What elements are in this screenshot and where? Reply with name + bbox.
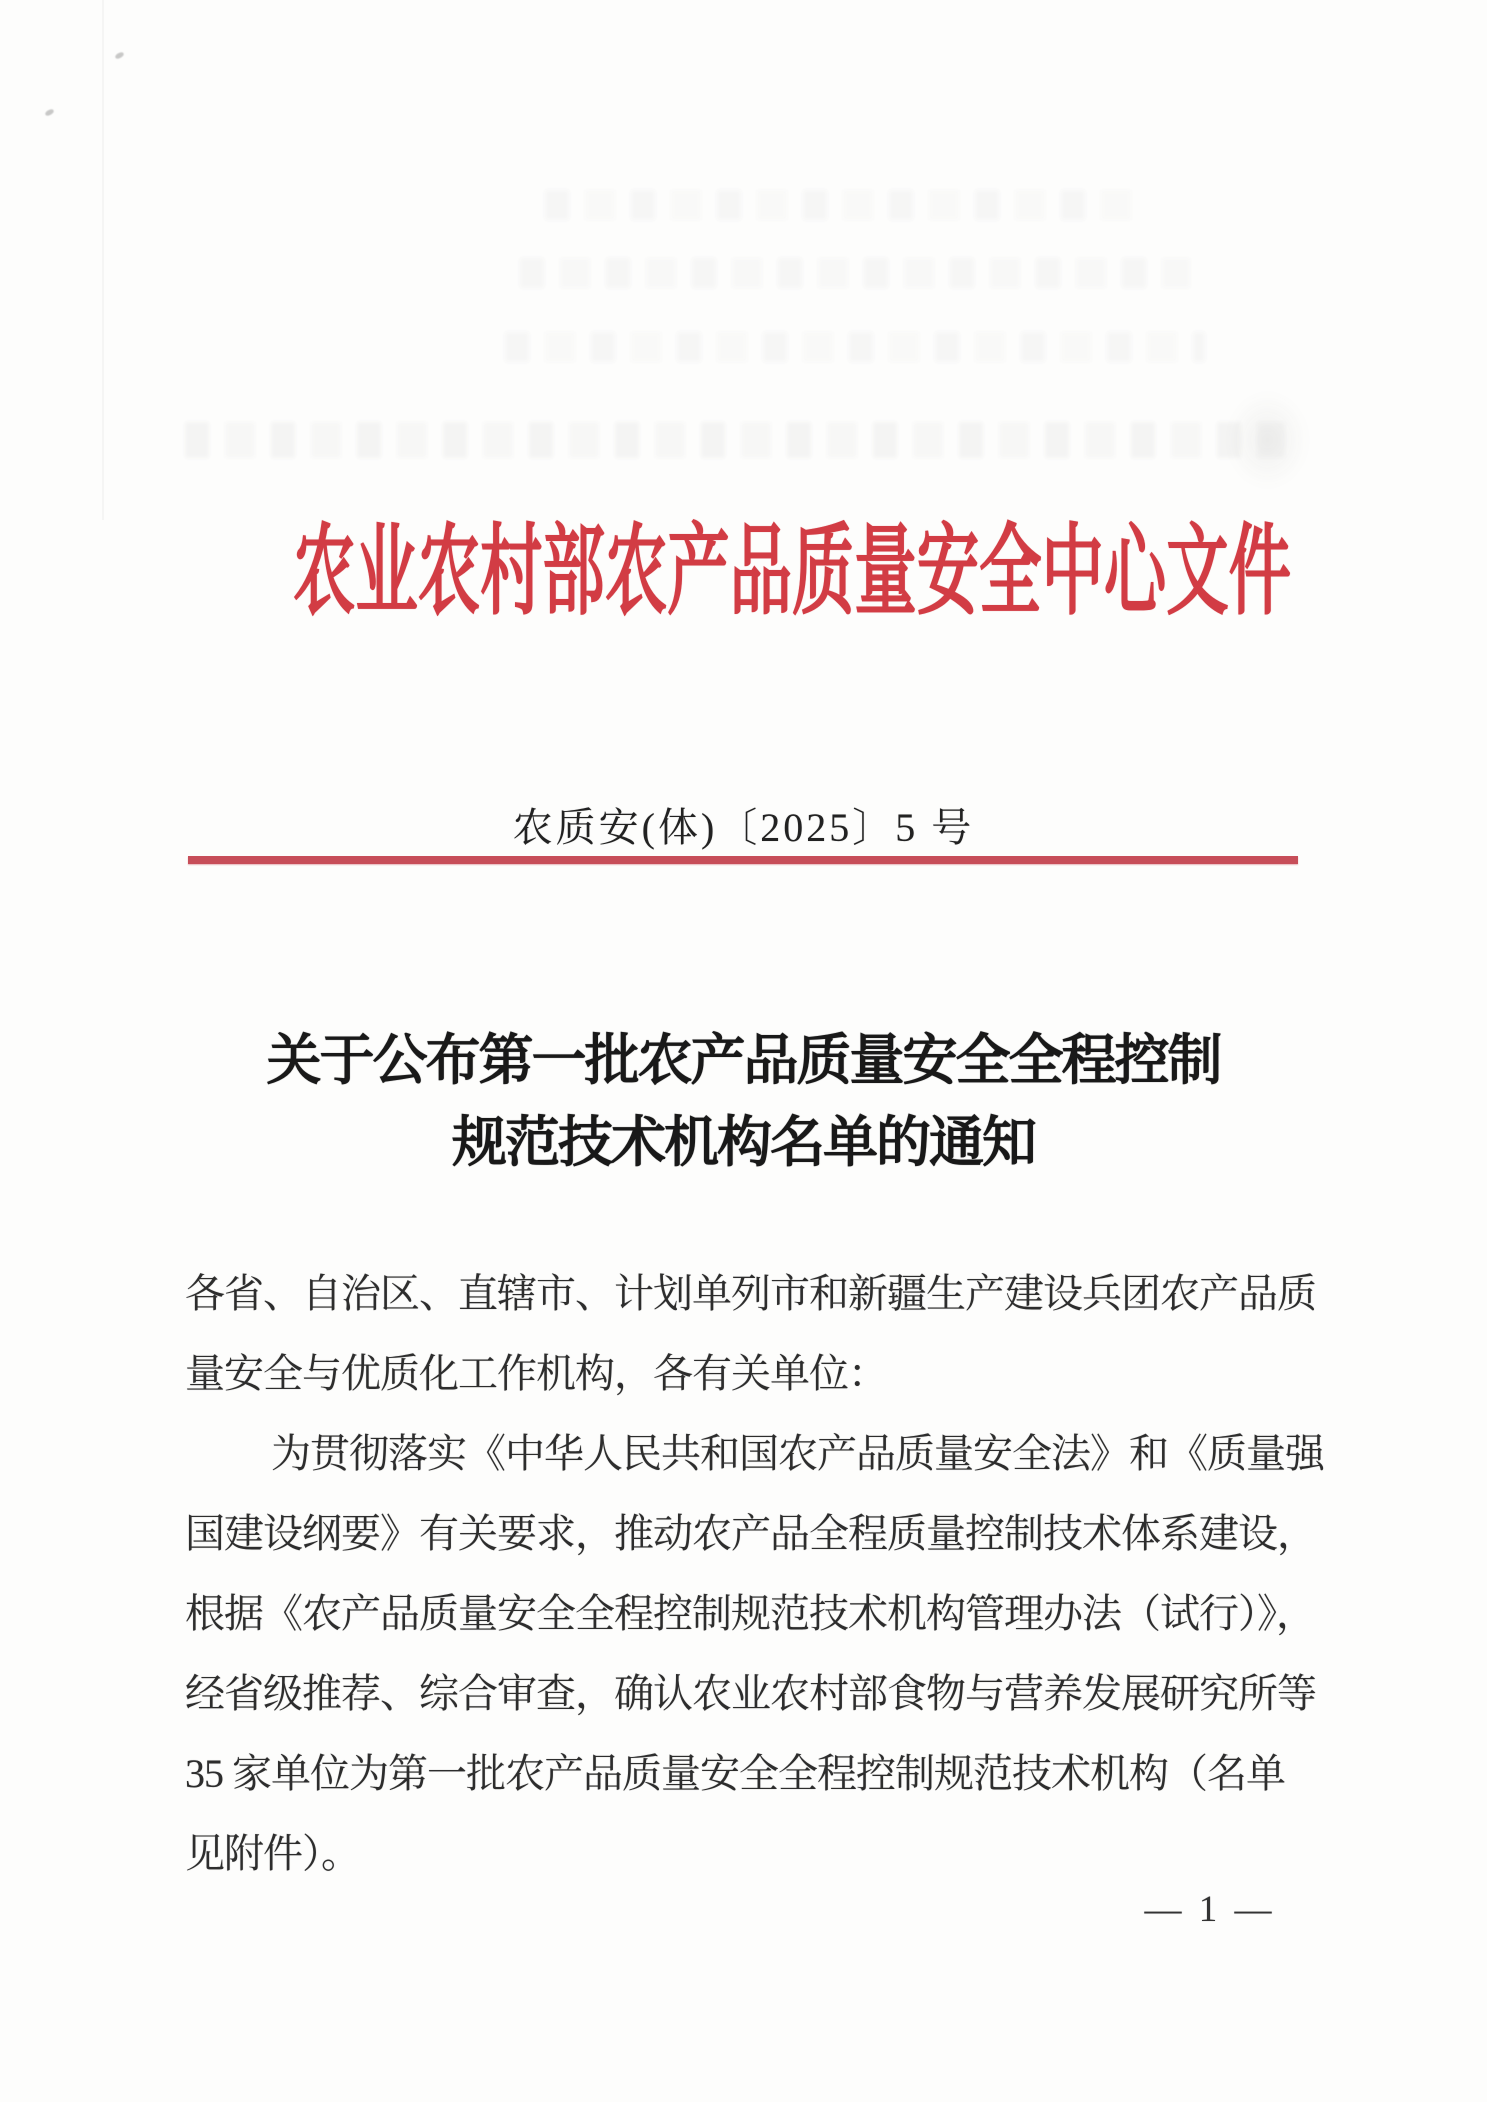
letterhead-title-text: 农业农村部农产品质量安全中心文件 xyxy=(293,518,1291,627)
bleed-through-row xyxy=(185,422,1285,458)
document-number: 农质安(体)〔2025〕5 号 xyxy=(512,805,975,850)
scan-crease-line xyxy=(102,0,104,520)
body-line: 根据《农产品质量安全全程控制规范技术机构管理办法（试行）》， xyxy=(185,1591,1315,1636)
red-divider-rule xyxy=(188,856,1298,864)
body-line: 量安全与优质化工作机构，各有关单位： xyxy=(185,1351,887,1396)
body-line: 35 家单位为第一批农产品质量安全全程控制规范技术机构（名单 xyxy=(185,1751,1285,1796)
letterhead-title xyxy=(0,492,1487,634)
scan-speck xyxy=(44,108,54,116)
body-line: 为贯彻落实《中华人民共和国农产品质量安全法》和《质量强 xyxy=(271,1431,1324,1476)
body-line: 见附件）。 xyxy=(185,1831,360,1876)
bleed-through-row xyxy=(545,190,1145,220)
page-number: — 1 — xyxy=(1144,1889,1276,1930)
body-line: 各省、自治区、直辖市、计划单列市和新疆生产建设兵团农产品质 xyxy=(185,1271,1316,1316)
notice-title-line2: 规范技术机构名单的通知 xyxy=(451,1112,1035,1173)
notice-title-line1: 关于公布第一批农产品质量安全全程控制 xyxy=(266,1030,1221,1091)
bleed-through-row xyxy=(520,258,1190,288)
body-line: 经省级推荐、综合审查，确认农业农村部食物与营养发展研究所等 xyxy=(185,1671,1316,1716)
scan-speck xyxy=(114,51,124,59)
bleed-through-row xyxy=(505,332,1205,362)
body-line: 国建设纲要》有关要求，推动农产品全程质量控制技术体系建设， xyxy=(185,1511,1316,1556)
bleed-through-smudge xyxy=(1225,390,1310,490)
